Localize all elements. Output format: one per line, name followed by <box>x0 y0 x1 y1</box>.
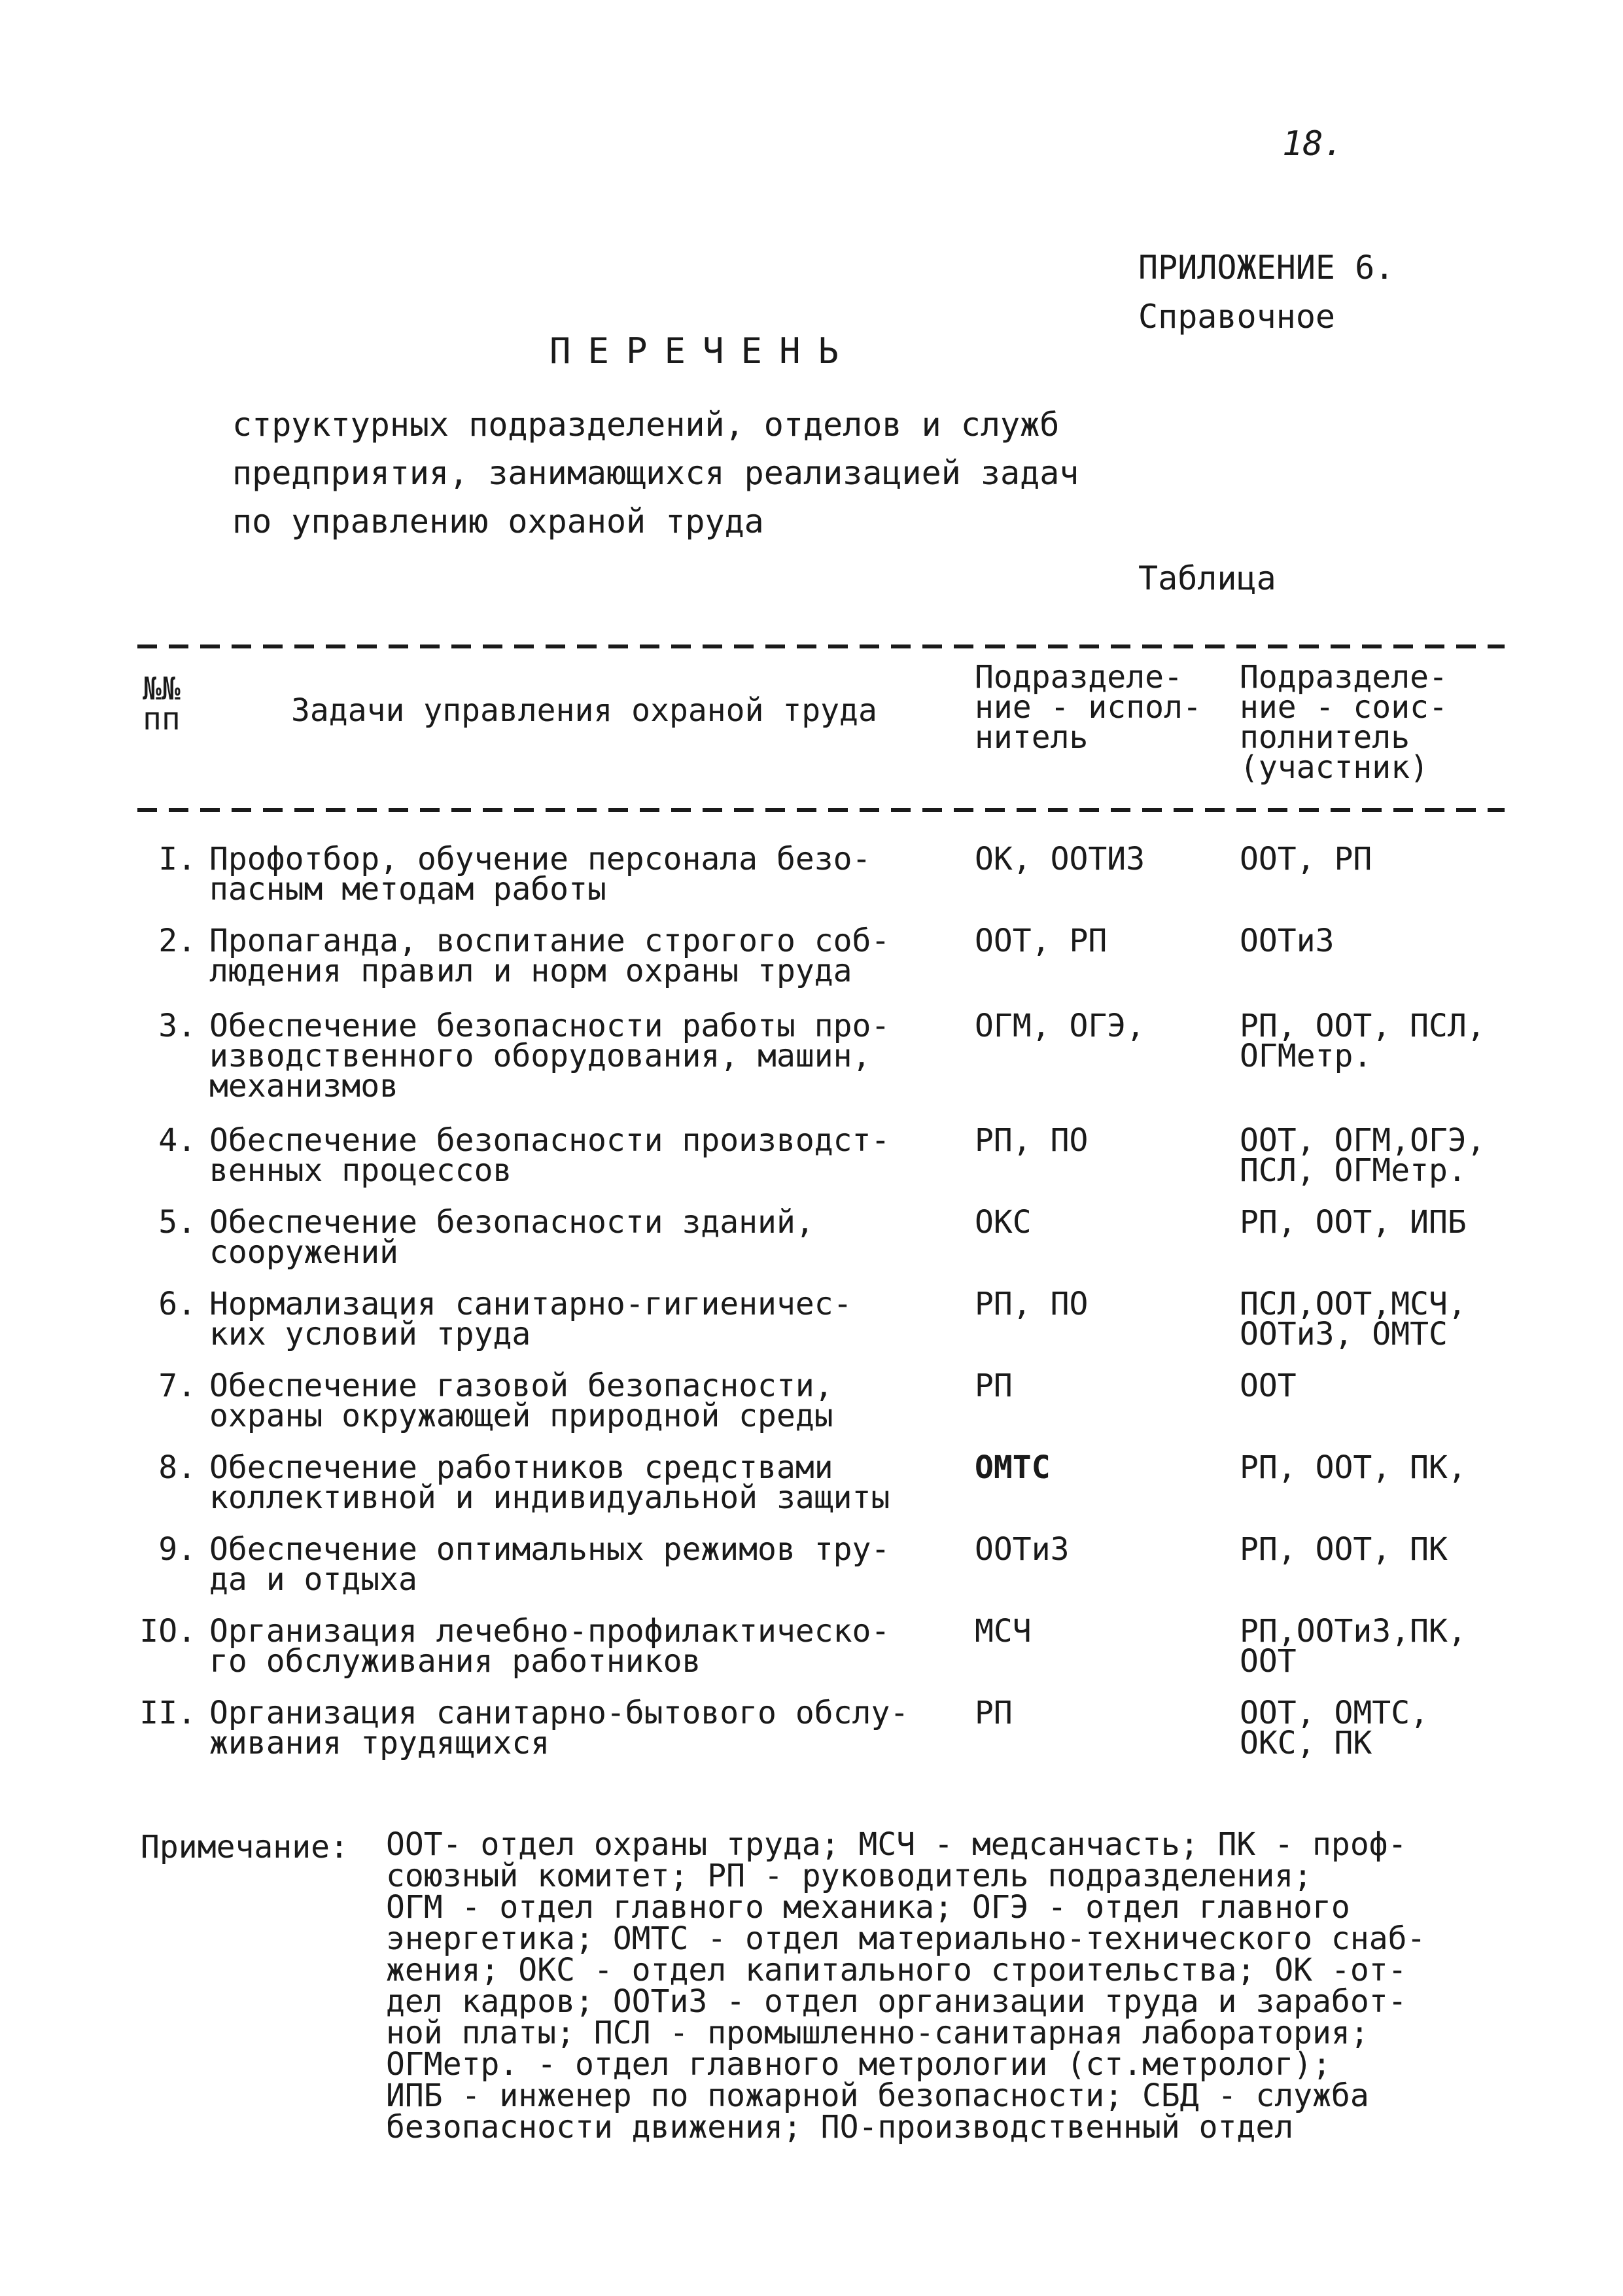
row-task: Профотбор, обучение персонала безо- пасным методам работы <box>209 841 871 908</box>
row-task: Обеспечение работников средствами коллективной и индивидуальной защиты <box>209 1449 890 1516</box>
header-number: №№ пп <box>143 671 181 737</box>
row-number: 9. <box>158 1531 196 1568</box>
appendix-subtitle: Справочное <box>1138 298 1336 336</box>
row-task: Нормализация санитарно-гигиеничес- ких условий труда <box>209 1286 852 1352</box>
row-coexecutor: ООТ, РП <box>1240 841 1372 877</box>
row-coexecutor: ООТ <box>1240 1368 1297 1404</box>
row-number: 2. <box>158 923 196 959</box>
row-executor: ООТ, РП <box>975 923 1108 959</box>
row-task: Обеспечение безопасности зданий, сооружений <box>209 1204 814 1271</box>
row-task: Обеспечение безопасности работы про- изводственного оборудования, машин, механизмов <box>209 1008 890 1104</box>
row-number: 6. <box>158 1286 196 1322</box>
row-task: Организация санитарно-бытового обслу- живания трудящихся <box>209 1695 909 1761</box>
page-number: 18. <box>1282 124 1344 164</box>
row-number: IO. <box>139 1613 196 1650</box>
appendix-title: ПРИЛОЖЕНИЕ 6. <box>1138 249 1395 287</box>
row-task: Обеспечение безопасности производст- венных процессов <box>209 1122 890 1189</box>
row-coexecutor: ПСЛ,ООТ,МСЧ, ООТиЗ, ОМТС <box>1240 1286 1467 1352</box>
document-subtitle: структурных подразделений, отделов и служб предприятия, занимающихся реализацией задач по управлению охраной труда <box>232 406 1079 540</box>
row-coexecutor: РП,ООТиЗ,ПК, ООТ <box>1240 1613 1467 1680</box>
header-executor: Подразделе- ние - испол- нитель <box>975 659 1202 756</box>
row-executor: ОК, ООТИЗ <box>975 841 1145 877</box>
row-task: Обеспечение газовой безопасности, охраны окружающей природной среды <box>209 1368 833 1434</box>
table-header-top-divider <box>137 645 1505 648</box>
row-number: 5. <box>158 1204 196 1241</box>
table-label: Таблица <box>1138 559 1276 597</box>
row-task: Обеспечение оптимальных режимов тру- да и отдыха <box>209 1531 890 1598</box>
row-executor: РП <box>975 1695 1013 1731</box>
row-coexecutor: РП, ООТ, ПСЛ, ОГМетр. <box>1240 1008 1486 1074</box>
row-coexecutor: ООТиЗ <box>1240 923 1335 959</box>
row-number: II. <box>139 1695 196 1731</box>
note-text: ООТ- отдел охраны труда; МСЧ - медсанчасть; ПК - проф- союзный комитет; РП - руководитель подразделения; ОГМ - отдел главного механика; ОГЭ - отдел главного энергетика; ОМТС - отдел материально-технического снаб- жения; ОКС - отдел капитального строительства; ОК -от- дел кадров; ООТиЗ - отдел организации труда и заработ- ной платы; ПСЛ - промышленно-санитарная лаборатория; ОГМетр. - отдел главного метрологии (ст.метролог); ИПБ - инженер по пожарной безопасности; СБД - служба безопасности движения; ПО-производственный отдел <box>386 1826 1426 2146</box>
header-coexecutor: Подразделе- ние - соис- полнитель (участник) <box>1240 659 1448 786</box>
table-header-bottom-divider <box>137 808 1505 812</box>
row-executor: РП <box>975 1368 1013 1404</box>
header-task: Задачи управления охраной труда <box>291 692 877 729</box>
row-executor: РП, ПО <box>975 1286 1089 1322</box>
row-executor: ООТиЗ <box>975 1531 1070 1568</box>
note-label: Примечание: <box>141 1829 349 1865</box>
row-executor: ОГМ, ОГЭ, <box>975 1008 1145 1044</box>
row-number: 7. <box>158 1368 196 1404</box>
row-coexecutor: РП, ООТ, ПК <box>1240 1531 1448 1568</box>
row-number: I. <box>158 841 196 877</box>
row-task: Пропаганда, воспитание строгого соб- людения правил и норм охраны труда <box>209 923 890 989</box>
row-number: 3. <box>158 1008 196 1044</box>
row-coexecutor: РП, ООТ, ИПБ <box>1240 1204 1467 1241</box>
row-coexecutor: РП, ООТ, ПК, <box>1240 1449 1467 1486</box>
row-coexecutor: ООТ, ОМТС, ОКС, ПК <box>1240 1695 1429 1761</box>
row-number: 4. <box>158 1122 196 1159</box>
page-title: ПЕРЕЧЕНЬ <box>550 330 856 372</box>
row-coexecutor: ООТ, ОГМ,ОГЭ, ПСЛ, ОГМетр. <box>1240 1122 1486 1189</box>
row-executor: РП, ПО <box>975 1122 1089 1159</box>
row-executor: МСЧ <box>975 1613 1032 1650</box>
row-task: Организация лечебно-профилактическо- го обслуживания работников <box>209 1613 890 1680</box>
row-number: 8. <box>158 1449 196 1486</box>
row-executor: ОМТС <box>975 1449 1051 1486</box>
row-executor: ОКС <box>975 1204 1032 1241</box>
